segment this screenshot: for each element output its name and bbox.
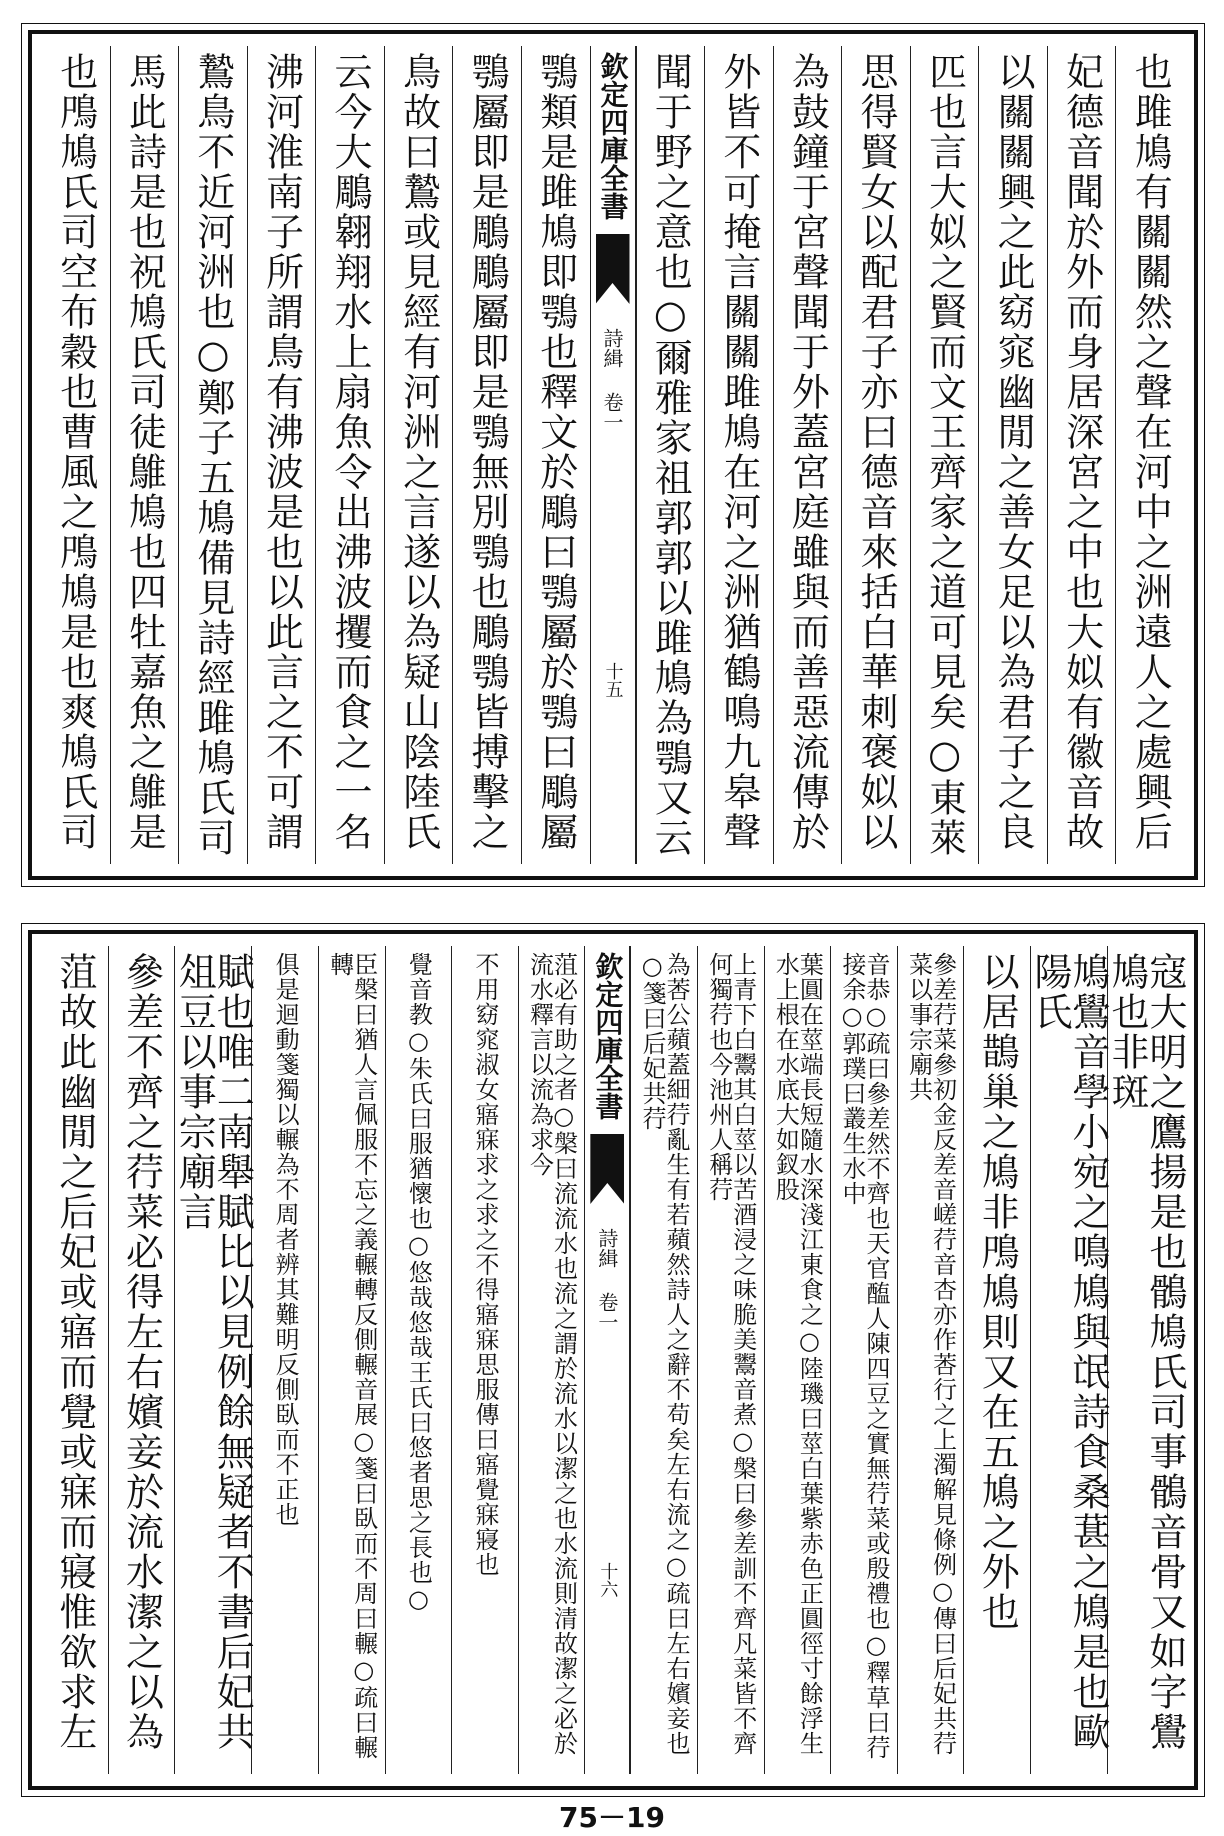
page-header-column [584,946,630,1774]
text-column: 以關關興之此窈窕幽閒之善女足以為君子之良 [978,46,1047,864]
text-column: 思得賢女以配君子亦曰德音來括白華刺褒姒以 [841,46,910,864]
bottom-page [28,930,1198,1790]
page-footer-number: 75－19 [559,1801,665,1834]
text-column: 匹也言大姒之賢而文王齊家之道可見矣○東萊 [910,46,979,864]
text-column: 以居鵲巢之鳩非鳲鳩則又在五鳩之外也 [963,946,1030,1774]
text-column: 參差不齊之荇菜必得左右嬪妾於流水潔之以為 [108,946,175,1774]
text-column: 為鼓鐘于宮聲聞于外蓋宮庭雖與而善惡流傳於 [773,46,842,864]
fishtail-mark-icon [596,234,630,304]
header-title: 欽定四庫全書 [591,952,625,1120]
text-column: 聞于野之意也○爾雅家祖郭郭以雎鳩為鶚又云 [636,46,705,864]
text-column: 菹故此幽閒之后妃或寤而覺或寐而寢惟欲求左 [52,952,97,1752]
text-column: 不用窈窕淑女寤寐求之求之不得寤寐思服傳曰寤覺寐寢也 [451,946,518,1774]
header-book: 詩緝 卷一 [594,1228,619,1332]
page-header-column [590,46,636,864]
text-column: 上青下白鬻其白莖以苦酒浸之味脆美鬻音煮○槃曰參差訓不齊凡菜皆不齊何獨荇也今池州人稱荇 [697,946,764,1774]
fishtail-mark-icon [590,1134,624,1204]
text-column: 鳩鷽音學小宛之鳴鳩與氓詩食桑葚之鳩是也歐陽氏 [1030,946,1107,1774]
header-title: 欽定四庫全書 [596,52,630,220]
text-column: 馬此詩是也祝鳩氏司徒鵻鳩也四牡嘉魚之鵻是 [110,46,179,864]
text-column: 外皆不可掩言關關雎鳩在河之洲猶鶴鳴九皋聲 [704,46,773,864]
header-page-number: 十五 [602,662,624,698]
top-page [28,30,1198,880]
top-page-columns [42,46,1184,864]
text-column: 音恭○疏曰參差然不齊也天官醢人陳四豆之實無荇菜或殷禮也○釋草曰荇接余○郭璞曰叢生水中 [830,946,897,1774]
header-page-number: 十六 [597,1562,619,1598]
text-column: 鳥故曰鷙或見經有河洲之言遂以為疑山陰陸氏 [384,46,453,864]
text-column: 參差荇菜參初金反差音嵯荇音杏亦作莕行之上濁解見條例○傳曰后妃共荇菜以事宗廟共 [897,946,964,1774]
text-column: 葉圓在莖端長短隨水深淺江東食之○陸璣曰莖白葉紫赤色正圓徑寸餘浮生水上根在水底大如釵股 [764,946,831,1774]
text-column: 賦也唯二南舉賦比以見例餘無疑者不書后妃共俎豆以事宗廟言 [174,946,251,1774]
bottom-page-columns [42,946,1187,1774]
text-column: 為莕公蘋蓋細荇亂生有若蘋然詩人之辭不苟矣左右流之○疏曰左右嬪妾也○箋曰后妃共荇 [630,946,697,1774]
text-column: 鶚類是雎鳩即鶚也釋文於鵰曰鶚屬於鶚曰鵰屬 [521,46,590,864]
text-column: 云今大鵰翱翔水上扇魚令出沸波攫而食之一名 [315,46,384,864]
text-column: 也鳲鳩氏司空布穀也曹風之鳲鳩是也爽鳩氏司 [53,52,98,852]
text-column: 鶚屬即是鵰鵰屬即是鶚無別鶚也鵰鶚皆搏擊之 [452,46,521,864]
text-column: 妃德音聞於外而身居深宮之中也大姒有徽音故 [1047,46,1116,864]
text-column: 鷙鳥不近河洲也○鄭子五鳩備見詩經雎鳩氏司 [178,46,247,864]
text-column: 沸河淮南子所謂鳥有沸波是也以此言之不可謂 [247,46,316,864]
text-column: 也雎鳩有關關然之聲在河中之洲遠人之處興后 [1115,46,1184,864]
text-column: 菹必有助之者○槃曰流流水也流之謂於流水以潔之也水流則清故潔之必於流水釋言以流為求今 [518,946,585,1774]
text-column: 寇大明之鷹揚是也鶻鳩氏司事鶻音骨又如字鷽鳩也非斑 [1107,946,1184,1774]
text-column: 臣槃曰猶人言佩服不忘之義輾轉反側輾音展○箋曰臥而不周曰輾○疏曰輾轉 [318,946,385,1774]
header-book: 詩緝 卷一 [600,328,624,432]
text-column: 覺音教○朱氏曰服猶懷也○悠哉悠哉王氏曰悠者思之長也○ [385,946,452,1774]
text-column: 俱是迴動箋獨以輾為不周者辨其難明反側臥而不正也 [251,946,318,1774]
